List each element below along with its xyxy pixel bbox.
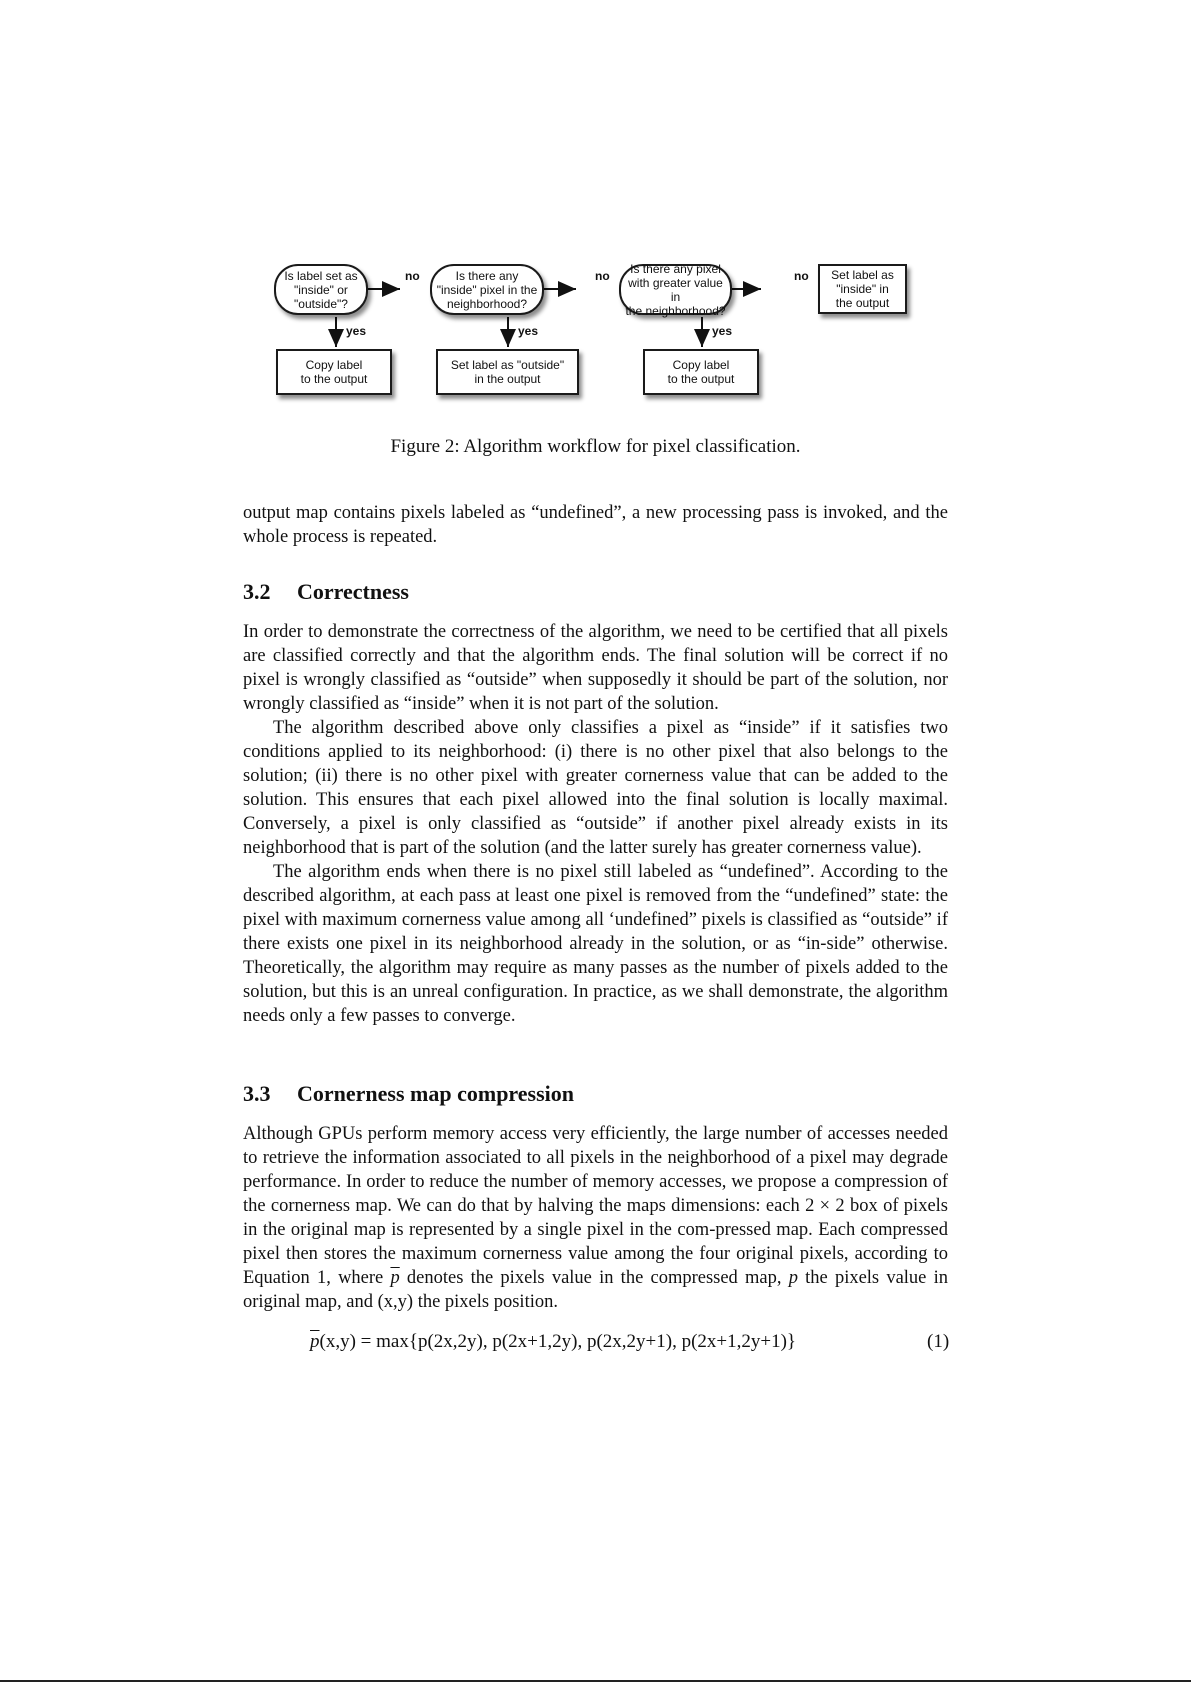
equation-1 <box>310 1331 796 1353</box>
section-title: Cornerness map compression <box>297 1081 575 1106</box>
label-yes-3: yes <box>712 324 733 338</box>
math-xy: (x,y) <box>377 1292 414 1312</box>
section-3-3-body <box>243 1122 948 1314</box>
result-set-outside <box>436 349 579 395</box>
paragraph: The algorithm described above only classifies a pixel as “inside” if it satisfies two conditions applied to its neighborhood: (i) there is no other pixel that also belongs to the solution; (ii) there is no other pixel with greater cornerness value that can be added to the solution. This ensures that each pixel allowed into the final solution is locally maximal. Conversely, a pixel is only classified as “outside” if another pixel already exists in its neighborhood that is part of the solution (and the latter surely has greater cornerness value). <box>243 718 948 858</box>
section-3-2-body <box>243 620 948 1028</box>
math-pbar: $\overline{p}$ <box>390 1268 400 1288</box>
decision-greater-value-text: Is there any pixel with greater value in the neighborhood? <box>625 261 726 318</box>
equation-number: (1) <box>927 1331 950 1352</box>
paragraph-part: the pixels position. <box>413 1292 558 1312</box>
label-no-3: no <box>794 269 809 283</box>
page-bottom-rule <box>0 1680 1191 1682</box>
label-yes-1: yes <box>346 324 367 338</box>
decision-label-set-text: Is label set as "inside" or "outside"? <box>284 268 358 311</box>
decision-inside-neighbor-text: Is there any "inside" pixel in the neighborhood? <box>436 268 538 311</box>
result-copy-label-1 <box>276 349 392 395</box>
decision-inside-neighbor <box>430 264 544 315</box>
intro-paragraph-text: output map contains pixels labeled as “undefined”, a new processing pass is invoked, and the whole process is repeated. <box>243 503 948 547</box>
section-heading-3-3 <box>243 1081 574 1107</box>
paragraph <box>243 1122 948 1314</box>
paragraph: In order to demonstrate the correctness of the algorithm, we need to be certified that all pixels are classified correctly and that the algorithm ends. The final solution will be correct if no pixel is wrongly classified as “outside” when supposedly it should be part of the solution, nor wrongly classified as “inside” when it is not part of the solution. <box>243 622 948 714</box>
decision-label-set <box>274 264 368 315</box>
equation-lhs: $\overline{p}$ <box>310 1331 320 1352</box>
decision-greater-value <box>619 261 732 318</box>
intro-paragraph <box>243 501 948 549</box>
algorithm-flowchart <box>240 250 940 410</box>
math-p: p <box>788 1268 798 1288</box>
paragraph: The algorithm ends when there is no pixel still labeled as “undefined”. According to the described algorithm, at each pass at least one pixel is removed from the “undefined” state: the pixel with maximum cornerness value among all ‘undefined” pixels is classified as “outside” if there exists one pixel in its neighborhood already in the solution, or as “in-side” otherwise. Theoretically, the algorithm may require as many passes as the number of pixels added to the solution, but this is an unreal configuration. In practice, as we shall demonstrate, the algorithm needs only a few passes to converge. <box>243 862 948 1026</box>
section-number: 3.2 <box>243 579 271 604</box>
figure-caption: Figure 2: Algorithm workflow for pixel classification. <box>390 436 801 457</box>
paragraph-part: the pixels value in original map, and <box>243 1268 948 1312</box>
result-copy-label-1-text: Copy label to the output <box>300 358 368 386</box>
label-yes-2: yes <box>518 324 539 338</box>
label-no-2: no <box>595 269 610 283</box>
paragraph-part: Although GPUs perform memory access very efficiently, the large number of accesses needed to retrieve the information associated to all pixels in the neighborhood of a pixel may degrade performance. In order to reduce the number of memory accesses, we propose a compression of the cornerness map. We can do that by halving the maps dimensions: each 2 × 2 box of pixels in the original map is represented by a single pixel in the com-pressed map. Each compressed pixel then stores the maximum cornerness value among the four original pixels, according to Equation 1, where <box>243 1124 948 1288</box>
equation-body: (x,y) = max{p(2x,2y), p(2x+1,2y), p(2x,2y+1), p(2x+1,2y+1)} <box>319 1331 797 1352</box>
result-set-outside-text: Set label as "outside" in the output <box>450 358 565 386</box>
section-number: 3.3 <box>243 1081 271 1106</box>
result-set-inside <box>818 264 907 314</box>
result-copy-label-2-text: Copy label to the output <box>667 358 735 386</box>
result-copy-label-2 <box>643 349 759 395</box>
label-no-1: no <box>405 269 420 283</box>
section-heading-3-2 <box>243 579 409 605</box>
result-set-inside-text: Set label as "inside" in the output <box>831 268 894 310</box>
paragraph-part: denotes the pixels value in the compressed map, <box>399 1268 789 1288</box>
section-title: Correctness <box>297 579 409 604</box>
